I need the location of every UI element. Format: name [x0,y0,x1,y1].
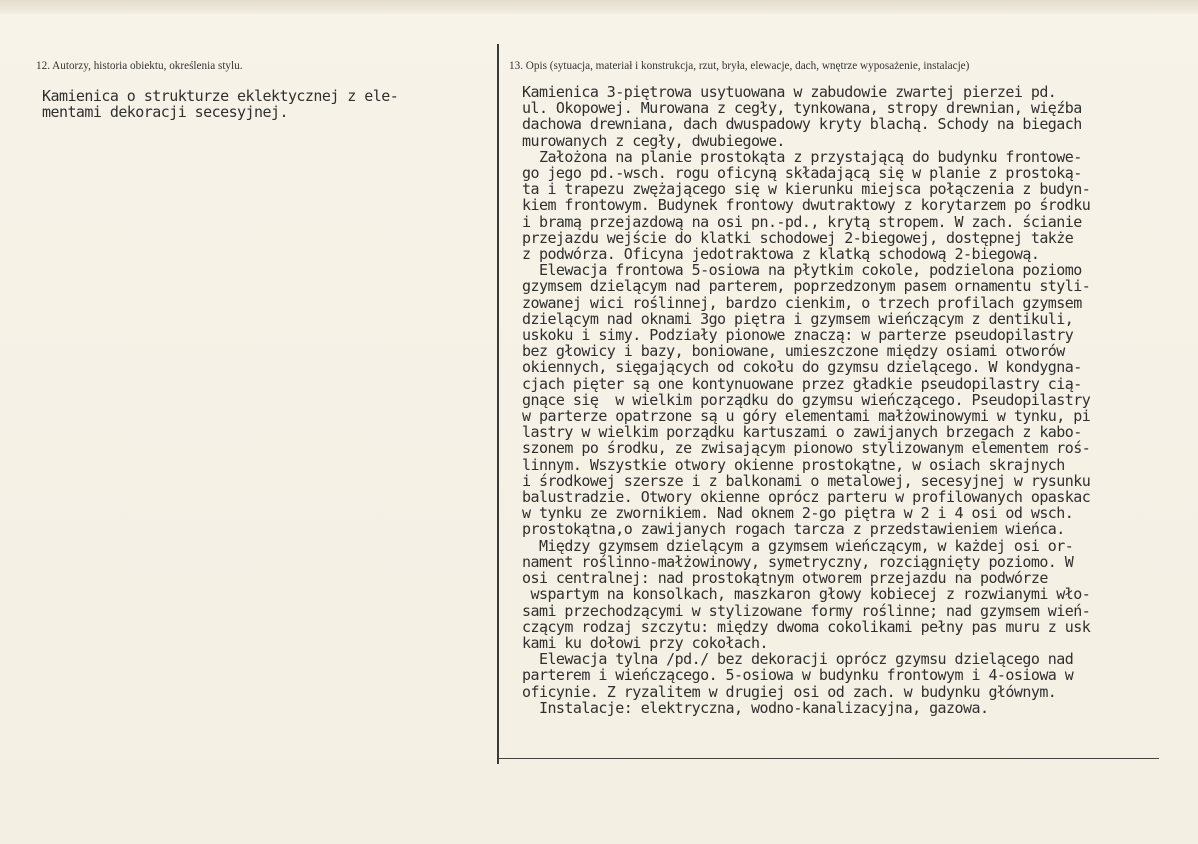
section-12-heading: 12. Autorzy, historia obiektu, określenia stylu. [36,60,243,72]
section-13-typed-text: Kamienica 3-piętrowa usytuowana w zabudowie zwartej pierzei pd. ul. Okopowej. Murowana z cegły, tynkowana, stropy drewnian, więźba dachowa drewniana, dach dwuspadowy kryty blachą. Schody na biegach murowanych z cegły, dwubiegowe. Założona na planie prostokąta z przystającą do budynku frontowe- go jego pd.-wsch. rogu oficyną składającą się w planie z prostoką- ta i trapezu zwężającego się w kierunku miejsca połączenia z budyn- kiem frontowym. Budynek frontowy dwutraktowy z korytarzem po środku i bramą przejazdową na osi pn.-pd., krytą stropem. W zach. ścianie przejazdu wejście do klatki schodowej 2-biegowej, dostępnej także z podwórza. Oficyna jedotraktowa z klatką schodową 2-biegową. Elewacja frontowa 5-osiowa na płytkim cokole, podzielona poziomo gzymsem dzielącym nad parterem, poprzedzonym pasem ornamentu styli- zowanej wici roślinnej, bardzo cienkim, o trzech profilach gzymsem dzielącym nad oknami 3go piętra i gzymsem wieńczącym z dentikuli, uskoku i simy. Podziały pionowe znaczą: w parterze pseudopilastry bez głowicy i bazy, boniowane, umieszczone między osiami otworów okiennych, sięgających od cokołu do gzymsu dzielącego. W kondygna- cjach pięter są one kontynuowane przez gładkie pseudopilastry cią- gnące się w wielkim porządku do gzymsu wieńczącego. Pseudopilastry w parterze opatrzone są u góry elementami małżowinowymi w tynku, pi lastry w wielkim porządku kartuszami o zawijanych brzegach z kabo- szonem po środku, ze zwisającym pionowo stylizowanym elementem roś- linnym. Wszystkie otwory okienne prostokątne, w osiach skrajnych i środkowej szersze i z balkonami o metalowej, secesyjnej w rysunku balustradzie. Otwory okienne oprócz parteru w profilowanych opaskac w tynku ze zwornikiem. Nad oknem 2-go piętra w 2 i 4 osi od wsch. prostokątna,o zawijanych rogach tarcza z przedstawieniem wieńca. Między gzymsem dzielącym a gzymsem wieńczącym, w każdej osi or- nament roślinno-małżowinowy, symetryczny, rozciągnięty poziomo. W osi centralnej: nad prostokątnym otworem przejazdu na podwórze wspartym na konsolkach, maszkaron głowy kobiecej z rozwianymi wło- sami przechodzącymi w stylizowane formy roślinne; nad gzymsem wień- czącym rodzaj szczytu: między dwoma cokolikami pełny pas muru z usk kami ku dołowi przy cokołach. Elewacja tylna /pd./ bez dekoracji oprócz gzymsu dzielącego nad parterem i wieńczącego. 5-osiowa w budynku frontowym i 4-osiowa w oficynie. Z ryzalitem w drugiej osi od zach. w budynku głównym. Instalacje: elektryczna, wodno-kanalizacyjna, gazowa. [522,83,1091,717]
section-12-typed-text: Kamienica o strukturze eklektycznej z ele- mentami dekoracji secesyjnej. [42,87,399,122]
section-13-heading: 13. Opis (sytuacja, materiał i konstrukcja, rzut, bryła, elewacje, dach, wnętrze wyposażenie, instalacje) [509,60,970,72]
column-divider [497,44,499,764]
bottom-rule [499,758,1159,759]
page-top-edge [0,0,1198,14]
